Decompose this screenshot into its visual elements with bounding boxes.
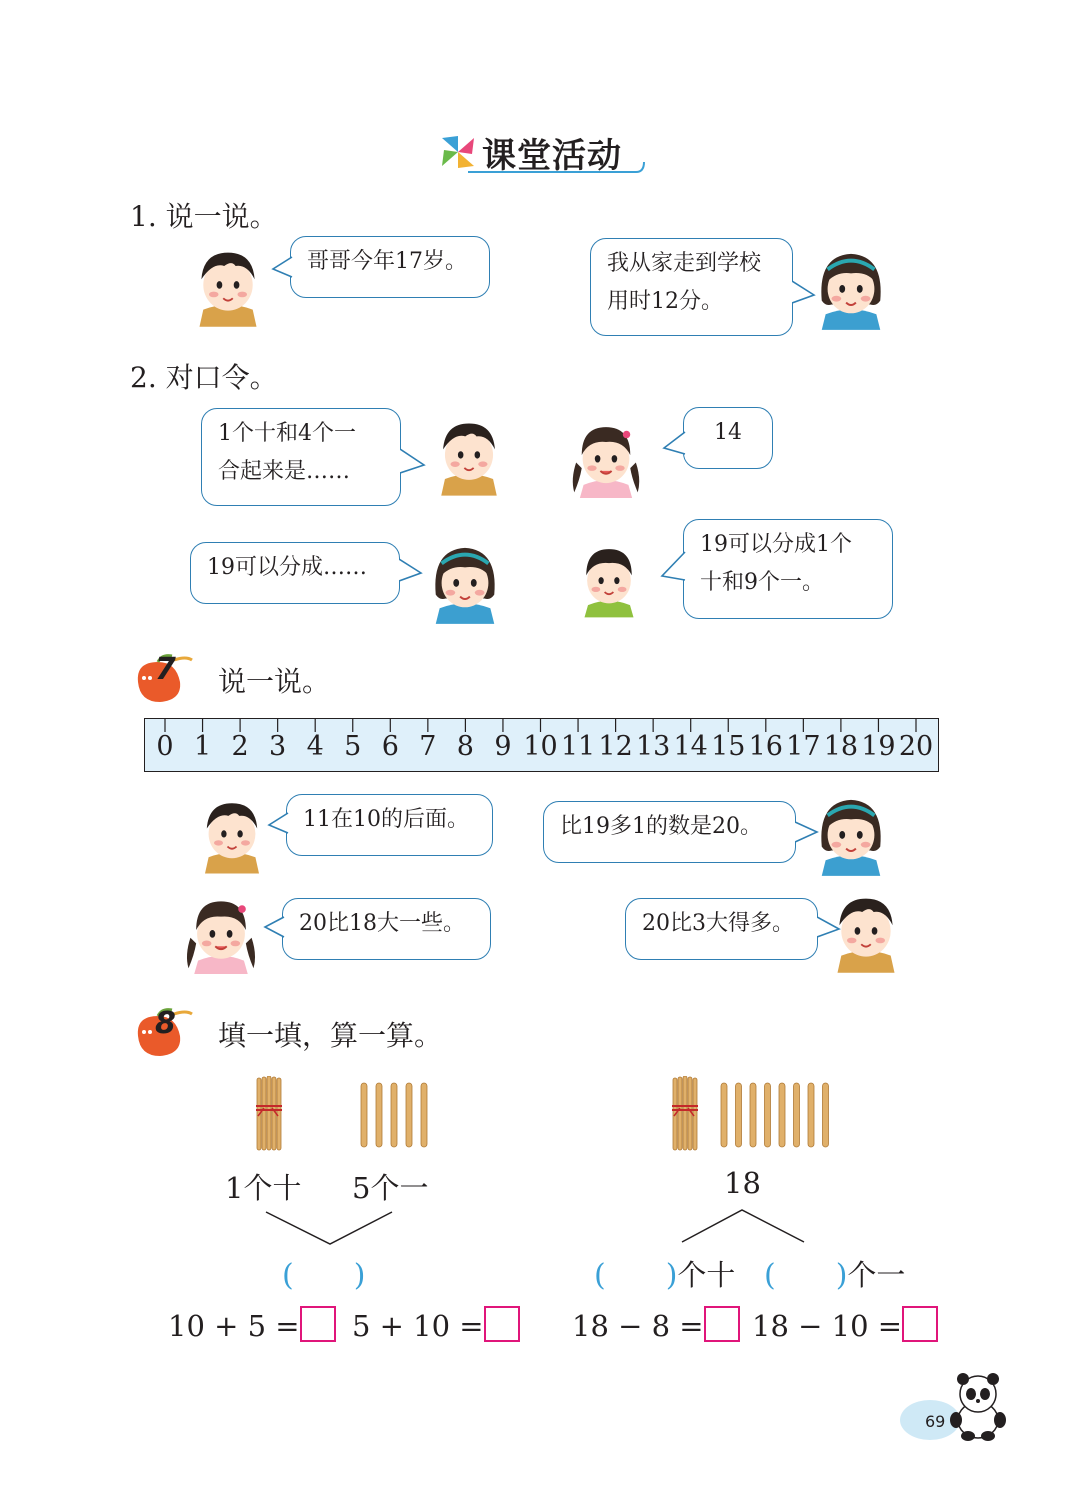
stick-icon (765, 1083, 771, 1147)
ruler-label: 19 (861, 731, 896, 762)
answer-box[interactable] (300, 1306, 336, 1342)
stick-icon (376, 1083, 382, 1147)
girl-avatar (426, 536, 504, 624)
boy-avatar (196, 790, 268, 876)
ones-answer-group (764, 1250, 905, 1294)
bubble-tail (267, 811, 289, 835)
ruler-label: 0 (156, 731, 174, 762)
ruler-label: 14 (673, 731, 708, 762)
stick-bundle-icon (254, 1076, 284, 1152)
unit-label-ones: 个一 (847, 1258, 906, 1292)
bubble-text: 20比18大一些。 (299, 911, 465, 936)
stick-icon (721, 1083, 727, 1147)
stick-bundle-icon (670, 1076, 700, 1152)
speech-bubble-ruler-2 (543, 801, 796, 863)
boy-avatar (190, 240, 266, 328)
boy-avatar (432, 410, 506, 498)
speech-bubble-answer-1 (683, 407, 773, 469)
exercise-8-badge (128, 1006, 198, 1060)
exercise-number: 8 (155, 1006, 176, 1041)
page-number (903, 1402, 953, 1442)
ruler-label: 15 (711, 731, 746, 762)
bubble-tail (399, 557, 423, 583)
stick-icon (406, 1083, 412, 1147)
combine-lines (264, 1208, 394, 1248)
exercise-7-badge (128, 652, 198, 706)
section-2-label: 2. 对口令。 (130, 361, 278, 394)
answer-box[interactable] (902, 1306, 938, 1342)
bubble-tail (263, 915, 285, 939)
left-tens-label: 1个十 (225, 1171, 302, 1205)
ruler-label: 4 (306, 731, 324, 762)
panda-icon (948, 1370, 1010, 1442)
speech-bubble-ruler-3 (282, 898, 491, 960)
equation-text: 5 + 10 = (352, 1309, 484, 1343)
speech-bubble-ruler-1 (286, 794, 493, 856)
left-ones-label: 5个一 (352, 1171, 429, 1205)
bubble-tail (662, 430, 686, 456)
boy-avatar (828, 886, 904, 974)
bubble-tail (400, 447, 426, 475)
loose-sticks-left (358, 1082, 438, 1154)
equation-2 (352, 1306, 520, 1343)
pigtail-girl-avatar (566, 414, 646, 498)
bubble-text-line1: 19可以分成1个 (700, 532, 852, 557)
exercise-number: 7 (155, 652, 176, 687)
answer-box[interactable] (484, 1306, 520, 1342)
ruler-label: 13 (635, 731, 671, 762)
stick-icon (391, 1083, 397, 1147)
girl-avatar (812, 788, 890, 876)
stick-icon (794, 1083, 800, 1147)
pigtail-girl-avatar (178, 888, 264, 974)
bubble-text-line2: 用时12分。 (607, 289, 723, 314)
bubble-text-line1: 我从家走到学校 (607, 251, 762, 276)
tens-answer-group (594, 1250, 735, 1294)
ruler-label: 6 (381, 731, 399, 762)
green-boy-avatar (574, 534, 644, 622)
page-number-text: 69 (925, 1412, 946, 1431)
answer-box[interactable] (704, 1306, 740, 1342)
ruler-label: 5 (344, 731, 362, 762)
exercise-8-title: 填一填，算一算。 (218, 1019, 443, 1052)
bubble-text-line2: 十和9个一。 (700, 570, 824, 595)
ruler-label: 10 (523, 731, 558, 762)
ruler-label: 18 (823, 731, 859, 762)
bubble-text: 14 (714, 420, 742, 445)
bubble-text-line2: 合起来是…… (218, 459, 351, 484)
ruler-label: 20 (898, 731, 934, 762)
exercise-7-title: 说一说。 (218, 665, 331, 698)
stick-icon (823, 1083, 829, 1147)
bubble-text-line1: 1个十和4个一 (218, 421, 356, 446)
bubble-tail (271, 255, 293, 279)
speech-bubble-girl-time (590, 238, 793, 336)
answer-paren-ones[interactable]: ( ) (764, 1258, 848, 1293)
stick-icon (361, 1083, 367, 1147)
answer-paren-tens[interactable]: ( ) (594, 1258, 678, 1293)
ruler-label: 17 (786, 731, 821, 762)
ruler-label: 11 (560, 731, 596, 762)
split-lines (680, 1208, 810, 1246)
ruler-label: 7 (419, 731, 437, 762)
bubble-text: 19可以分成…… (207, 555, 367, 580)
equation-text: 10 + 5 = (168, 1309, 300, 1343)
unit-label-tens: 个十 (677, 1258, 736, 1292)
stick-icon (808, 1083, 814, 1147)
section-1-label: 1. 说一说。 (130, 200, 278, 233)
ruler-label: 1 (193, 731, 212, 762)
equation-3 (572, 1306, 740, 1343)
speech-bubble-boy-age (290, 236, 490, 298)
section-header (438, 128, 648, 176)
stick-icon (779, 1083, 785, 1147)
bubble-text: 20比3大得多。 (642, 911, 794, 936)
ruler-label: 12 (598, 731, 633, 762)
ruler-label: 8 (456, 731, 474, 762)
equation-text: 18 − 10 = (752, 1309, 903, 1343)
bubble-text: 比19多1的数是20。 (560, 814, 762, 839)
stick-icon (736, 1083, 742, 1147)
speech-bubble-ruler-4 (625, 898, 818, 960)
page-title: 课堂活动 (482, 136, 622, 176)
ruler-label: 3 (269, 731, 287, 762)
bubble-tail (660, 550, 686, 582)
ruler-label: 16 (748, 731, 783, 762)
speech-bubble-answer-2 (683, 519, 893, 619)
answer-paren-total[interactable]: ( ) (282, 1258, 366, 1293)
speech-bubble-prompt-2 (190, 542, 400, 604)
sticks-group (718, 1082, 838, 1150)
ruler-label: 2 (231, 731, 249, 762)
equation-text: 18 − 8 = (572, 1309, 704, 1343)
equation-4 (752, 1306, 938, 1343)
equation-1 (168, 1306, 336, 1343)
sticks-group (358, 1082, 438, 1150)
ruler-label: 9 (494, 731, 512, 762)
stick-icon (421, 1083, 427, 1147)
bubble-text: 11在10的后面。 (303, 807, 469, 832)
bubble-text: 哥哥今年17岁。 (307, 249, 467, 274)
stick-icon (750, 1083, 756, 1147)
right-number-label: 18 (724, 1166, 761, 1200)
girl-avatar (812, 242, 890, 330)
loose-sticks-right (718, 1082, 838, 1154)
title-underline (466, 158, 648, 176)
number-ruler (144, 718, 939, 772)
speech-bubble-prompt-1 (201, 408, 401, 506)
